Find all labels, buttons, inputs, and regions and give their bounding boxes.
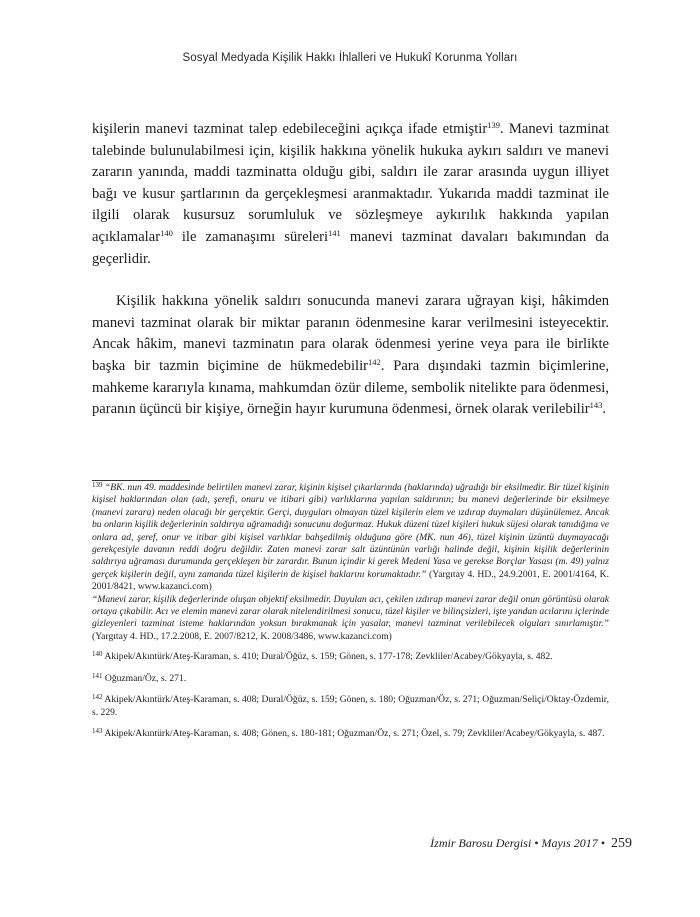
page-number: 259 [611,836,632,851]
footnote-ref[interactable]: 140 [160,227,173,238]
paragraph-text: . Para dışındaki tazmin biçimlerine, mahkeme kararıyla kınama, mahkumdan özür dileme, sembolik nitelikte para ödenmesi, paranın üçüncü bir kişiye, örneğin hayır kurumuna ödenmesi, örnek olarak verilebilir [92,357,610,418]
footnote-142 [92,694,609,719]
main-text [92,119,609,421]
footnote-141 [92,673,609,685]
journal-name: İzmir Barosu Dergisi • Mayıs 2017 • [430,836,605,850]
footnote-140 [92,651,609,663]
footnote-ref[interactable]: 141 [328,227,341,238]
paragraph-1 [92,119,609,270]
footnote-text: Akipek/Akıntürk/Ateş-Karaman, s. 408; Gönen, s. 180-181; Oğuzman/Öz, s. 271; Özel, s. 79; Zevkliler/Acabey/Gökyayla, s. 487. [104,727,605,739]
footnote-separator [92,480,190,481]
footnote-quote: “BK. nun 49. maddesinde belirtilen manevi zarar, kişinin kişisel çıkarlarında (haklarında) uğradığı bir eksilmedir. Bir tüzel kişinin kişisel haklarından olan (adı, şerefi, onuru ve itibari gibi) varlıklarına yapılan saldırının; bu manevi değerlerinde bir eksilmeye (manevi zarara) neden olacağı bir gerçektir. Gerçi, duyguları olmayan tüzel kişilerin elem ve ızdırap duymaları düşünülemez. Ancak bu onların kişilik değerlerinin saldırıya uğramadığı sonucunu doğurmaz. Hukuk düzeni tüzel kişileri hukuk süjesi olarak tanıdığına ve onlara ad, şeref, onur ve itibar gibi kişisel varlıklar bahşedilmiş olduğuna göre (MK. nun 46), tüzel kişinin üzüntü duymayacağı gerekçesiyle davanın reddi doğru değildir. Zaten manevi zarar salt üzüntünün varlığı halinde değil, kişinin kişilik değerlerinin saldırıya uğraması durumunda gerçekleşen bir zarardır. Bunun içindir ki gerek Medeni Yasa ve gerekse Borçlar Yasası (m. 49) yalnız gerçek kişilerin değil, aynı zamanda tüzel kişilerin de kişisel haklarını korumaktadır.” [92,482,609,580]
paragraph-text: manevi tazminat davaları bakımından da geçerlidir. [92,228,609,267]
page-footer [0,836,632,852]
footnote-text: Oğuzman/Öz, s. 271. [104,672,187,684]
running-header: Sosyal Medyada Kişilik Hakkı İhlalleri ve Hukukî Korunma Yolları [182,52,518,64]
footnote-number: 140 [92,650,103,659]
footnote-ref[interactable]: 139 [487,120,500,130]
footnote-143 [92,728,609,740]
footnote-number: 139 [92,481,103,489]
paragraph-2 [92,291,609,421]
paragraph-text: Kişilik hakkına yönelik saldırı sonucunda manevi zarara uğrayan kişi, hâkimden manevi tazminat olarak bir miktar paranın ödenmesine karar verilmesini isteyecektir. Ancak hâkim, manevi tazminatın para olarak ödenmesi yerine veya para ile birlikte başka bir tazmin biçimine de hükmedebilir [92,293,609,374]
footnote-ref[interactable]: 143 [589,400,603,411]
footnote-quote: “Manevi zarar, kişilik değerlerinde oluşan objektif eksilmedir. Duyulan acı, çekilen ızdırap manevi zarar değil onun görüntüsü olarak ortaya çıkabilir. Acı ve elemin manevi zarar olarak nitelendirilmesi sonucu, tüzel kişiler ve bilinçsizleri, işte yandan acılarını içlerinde gizleyenleri tazminat isteme haklarından yoksun bırakmanak için yasalar, manevi tazminat verilebilecek olguları sınırlamıştır.” [92,593,609,630]
paragraph-text: ile zamanaşımı süreleri [172,228,329,245]
footnote-number: 142 [92,693,103,702]
footnotes [92,482,609,749]
footnote-citation: (Yargıtay 4. HD., 24.9.2001, E. 2001/4164, K. 2001/8421, www.kazanci.com) [92,568,609,593]
footnote-139 [92,482,609,643]
footnote-ref[interactable]: 142 [368,356,381,367]
footnote-text: Akipek/Akıntürk/Ateş-Karaman, s. 408; Dural/Öğüz, s. 159; Gönen, s. 180; Oğuzman/Öz, s. 271; Oğuzman/Seliçi/Oktay-Özdemir, s. 229. [92,694,609,718]
paragraph-text: kişilerin manevi tazminat talep edebileceğini açıkça ifade etmiştir [92,121,488,137]
paragraph-text: . Manevi tazminat talebinde bulunulabilmesi için, kişilik hakkına yönelik hukuka aykırı saldırı ve manevi zararın yanında, maddi tazminatta olduğu gibi, saldırı ile zarar arasında uygun illiyet bağı ve kusur şartlarının da gerçekleşmesi aranmaktadır. Yukarıda maddi tazminat ile ilgili olarak kusursuz sorumluluk ve sözleşmeye aykırılık hakkında yapılan açıklamalar [92,121,609,245]
footnote-text: Akipek/Akıntürk/Ateş-Karaman, s. 410; Dural/Öğüz, s. 159; Gönen, s. 177-178; Zevkliler/Acabey/Gökyayla, s. 482. [104,651,553,663]
footnote-number: 141 [92,671,103,680]
footnote-number: 143 [92,726,103,735]
paragraph-text: . [602,401,607,418]
footnote-citation: (Yargıtay 4. HD., 17.2.2008, E. 2007/8212, K. 2008/3486, www.kazanci.com) [92,630,392,642]
